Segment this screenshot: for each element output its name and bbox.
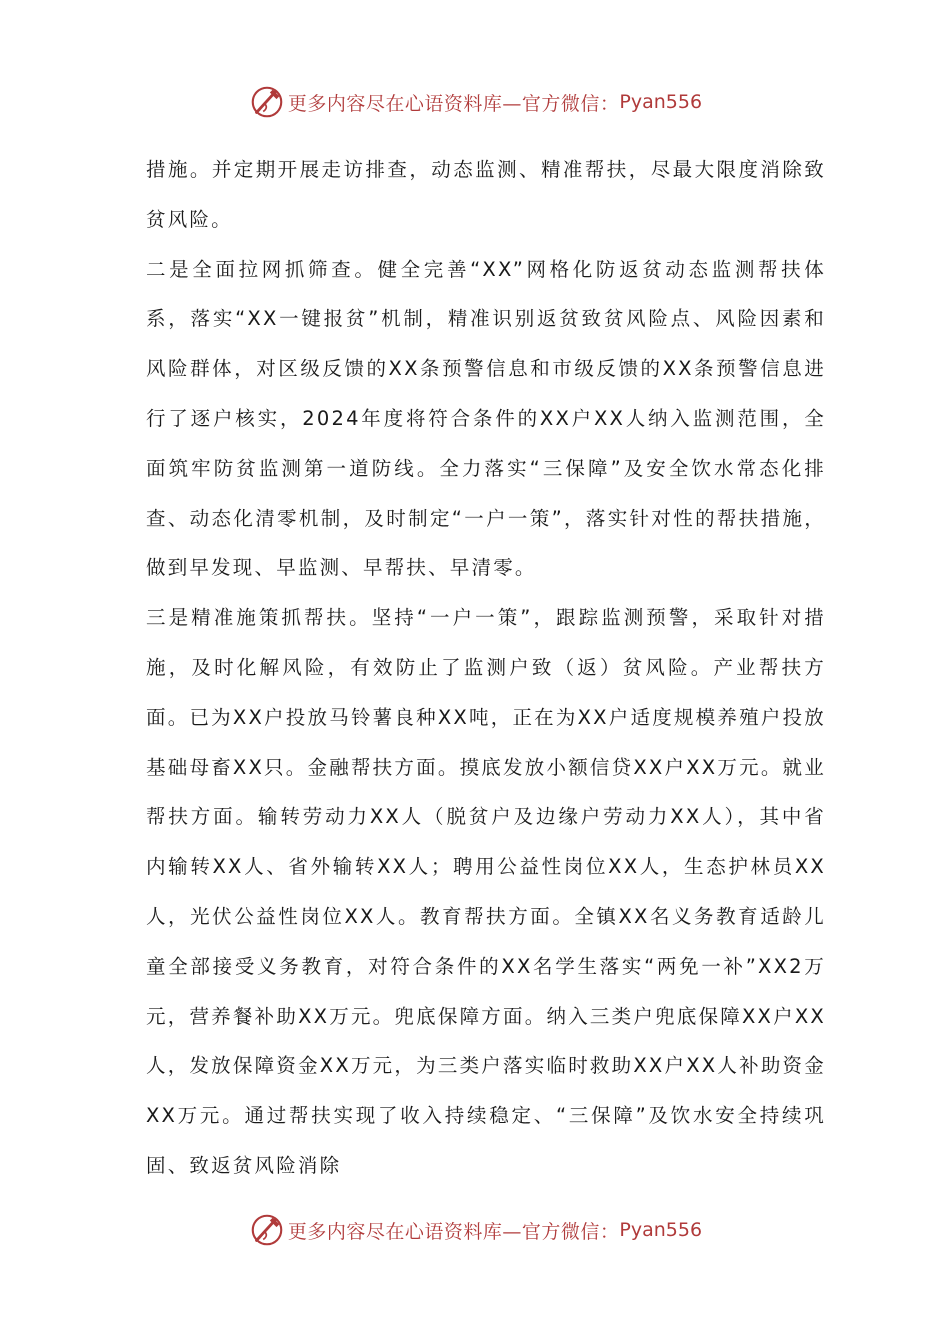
watermark-header (0, 82, 950, 122)
watermark-text: 更多内容尽在心语资料库—官方微信： (287, 1220, 620, 1243)
paragraph-continuation: 措施。并定期开展走访排查，动态监测、精准帮扶，尽最大限度消除致贫风险。 (146, 158, 826, 231)
document-body (146, 145, 826, 1191)
watermark-wechat-id: Pyan556 (619, 91, 703, 113)
watermark-text: 更多内容尽在心语资料库—官方微信： (287, 92, 620, 115)
paragraph-screening: 二是全面拉网抓筛查。健全完善“XX”网格化防返贫动态监测帮扶体系，落实“XX一键报贫”机制，精准识别返贫致贫风险点、风险因素和风险群体，对区级反馈的XX条预警信息和市级反馈的XX条预警信息进行了逐户核实，2024年度将符合条件的XX户XX人纳入监测范围，全面筑牢防贫监测第一道防线。全力落实“三保障”及安全饮水常态化排查、动态化清零机制，及时制定“一户一策”，落实针对性的帮扶措施，做到早发现、早监测、早帮扶、早清零。 (146, 257, 826, 580)
pen-logo-icon (248, 1211, 286, 1249)
paragraph-precise-assistance: 三是精准施策抓帮扶。坚持“一户一策”，跟踪监测预警，采取针对措施，及时化解风险，有效防止了监测户致（返）贫风险。产业帮扶方面。已为XX户投放马铃薯良种XX吨，正在为XX户适度规模养殖户投放基础母畜XX只。金融帮扶方面。摸底发放小额信贷XX户XX万元。就业帮扶方面。输转劳动力XX人（脱贫户及边缘户劳动力XX人），其中省内输转XX人、省外输转XX人；聘用公益性岗位XX人，生态护林员XX人，光伏公益性岗位XX人。教育帮扶方面。全镇XX名义务教育适龄儿童全部接受义务教育，对符合条件的XX名学生落实“两免一补”XX2万元，营养餐补助XX万元。兜底保障方面。纳入三类户兜底保障XX户XX人，发放保障资金XX万元，为三类户落实临时救助XX户XX人补助资金XX万元。通过帮扶实现了收入持续稳定、“三保障”及饮水安全持续巩固、致返贫风险消除 (146, 606, 826, 1177)
watermark-wechat-id: Pyan556 (619, 1219, 703, 1241)
pen-logo-icon (248, 83, 286, 121)
watermark-footer (0, 1210, 950, 1250)
